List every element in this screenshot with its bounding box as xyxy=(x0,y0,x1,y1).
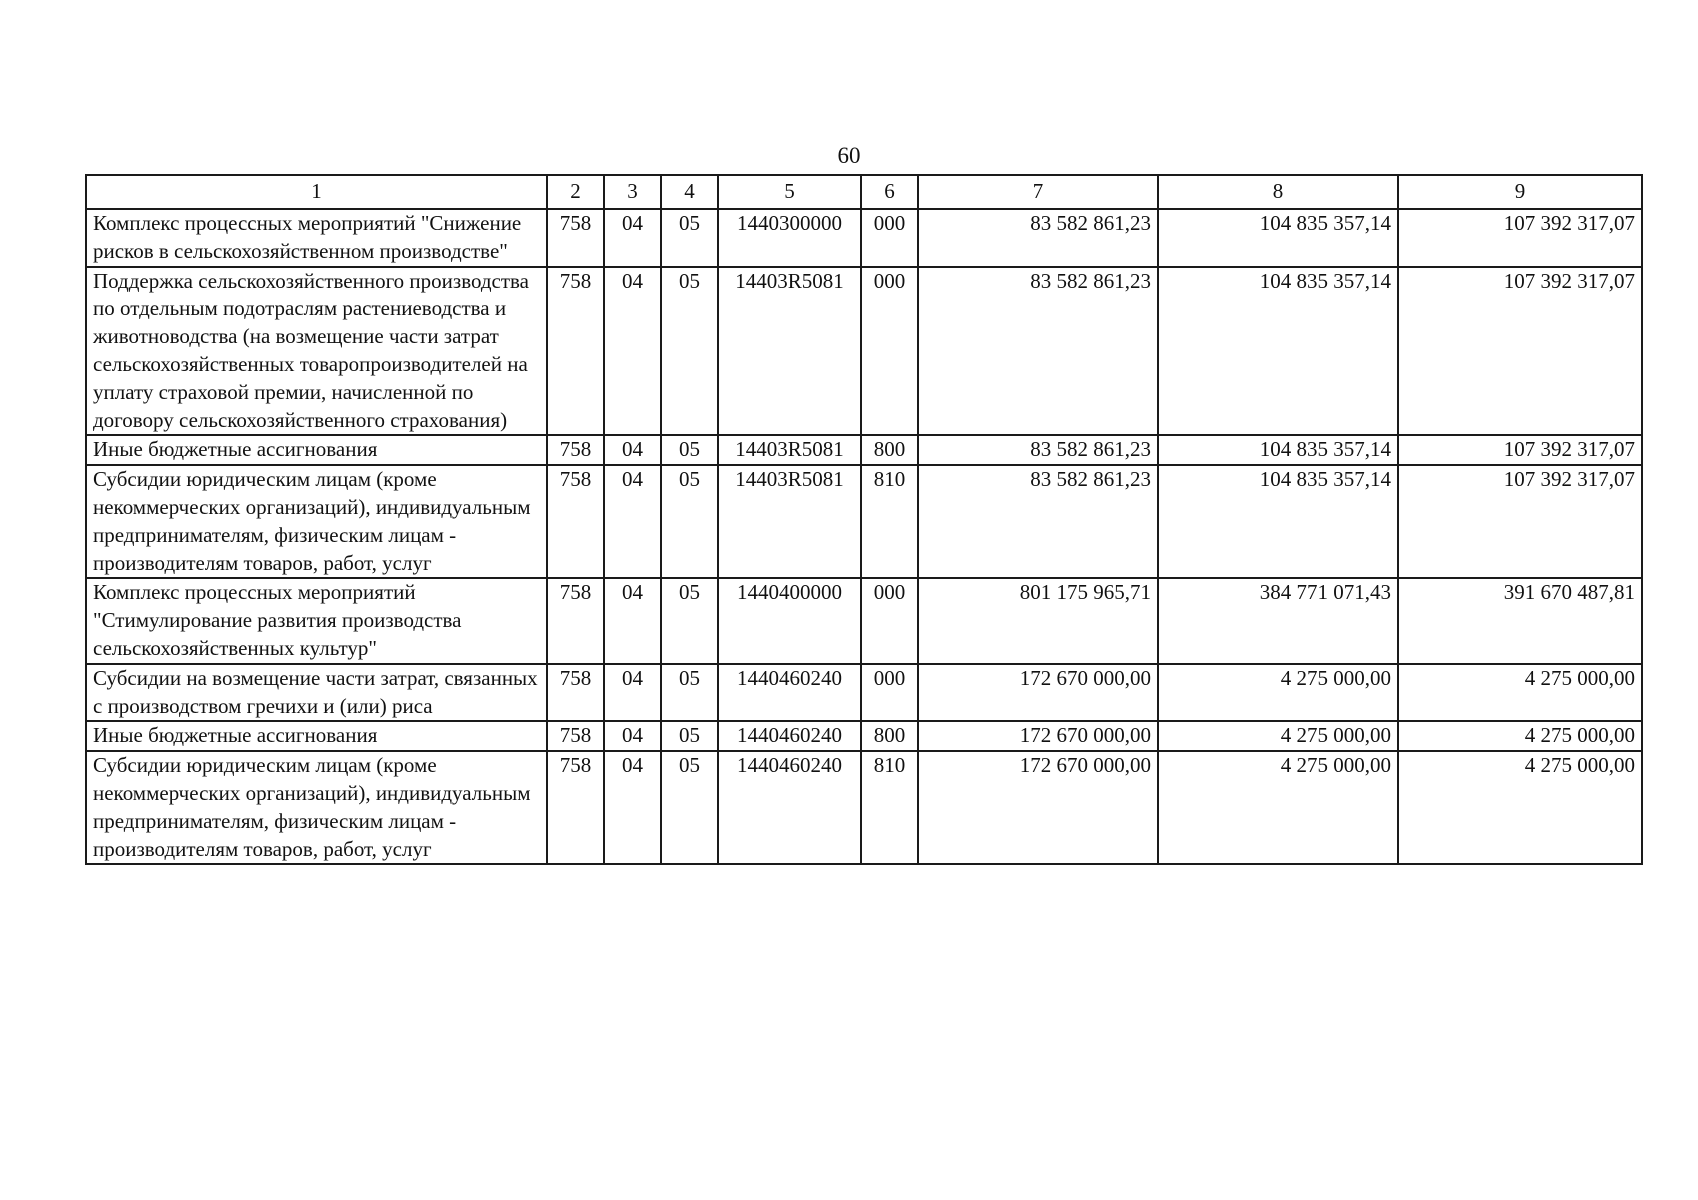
header-cell: 6 xyxy=(861,175,918,209)
row-code-5: 14403R5081 xyxy=(718,465,861,578)
table-row xyxy=(86,267,1642,436)
row-amount-8: 104 835 357,14 xyxy=(1158,465,1398,578)
row-code-6: 000 xyxy=(861,578,918,663)
row-code-6: 800 xyxy=(861,435,918,465)
row-code-3: 04 xyxy=(604,578,661,663)
row-code-4: 05 xyxy=(661,465,718,578)
row-code-4: 05 xyxy=(661,751,718,864)
row-code-2: 758 xyxy=(547,267,604,436)
row-code-3: 04 xyxy=(604,721,661,751)
header-cell: 7 xyxy=(918,175,1158,209)
row-code-2: 758 xyxy=(547,465,604,578)
row-name: Комплекс процессных мероприятий "Стимулирование развития производства сельскохозяйственных культур" xyxy=(86,578,547,663)
row-code-6: 000 xyxy=(861,267,918,436)
table-row xyxy=(86,721,1642,751)
row-code-4: 05 xyxy=(661,267,718,436)
row-code-2: 758 xyxy=(547,751,604,864)
row-code-6: 810 xyxy=(861,465,918,578)
row-code-5: 1440460240 xyxy=(718,664,861,722)
row-amount-7: 172 670 000,00 xyxy=(918,721,1158,751)
row-amount-9: 107 392 317,07 xyxy=(1398,435,1642,465)
row-code-3: 04 xyxy=(604,209,661,267)
row-amount-7: 83 582 861,23 xyxy=(918,267,1158,436)
header-cell: 4 xyxy=(661,175,718,209)
row-name: Субсидии юридическим лицам (кроме некоммерческих организаций), индивидуальным предпринимателям, физическим лицам - производителям товаров, работ, услуг xyxy=(86,751,547,864)
row-code-6: 800 xyxy=(861,721,918,751)
row-amount-9: 4 275 000,00 xyxy=(1398,664,1642,722)
row-code-3: 04 xyxy=(604,465,661,578)
row-amount-7: 83 582 861,23 xyxy=(918,209,1158,267)
row-code-4: 05 xyxy=(661,209,718,267)
row-code-2: 758 xyxy=(547,721,604,751)
row-amount-9: 107 392 317,07 xyxy=(1398,465,1642,578)
row-code-6: 810 xyxy=(861,751,918,864)
row-code-5: 1440300000 xyxy=(718,209,861,267)
row-code-3: 04 xyxy=(604,435,661,465)
row-name: Поддержка сельскохозяйственного производства по отдельным подотраслям растениеводства и животноводства (на возмещение части затрат сельскохозяйственных товаропроизводителей на уплату страховой премии, начисленной по договору сельскохозяйственного страхования) xyxy=(86,267,547,436)
row-code-4: 05 xyxy=(661,435,718,465)
row-name: Субсидии юридическим лицам (кроме некоммерческих организаций), индивидуальным предпринимателям, физическим лицам - производителям товаров, работ, услуг xyxy=(86,465,547,578)
row-amount-7: 83 582 861,23 xyxy=(918,435,1158,465)
row-amount-7: 172 670 000,00 xyxy=(918,664,1158,722)
row-amount-9: 4 275 000,00 xyxy=(1398,721,1642,751)
row-code-6: 000 xyxy=(861,664,918,722)
row-amount-8: 104 835 357,14 xyxy=(1158,435,1398,465)
row-name: Субсидии на возмещение части затрат, связанных с производством гречихи и (или) риса xyxy=(86,664,547,722)
row-amount-9: 107 392 317,07 xyxy=(1398,209,1642,267)
row-amount-9: 107 392 317,07 xyxy=(1398,267,1642,436)
row-code-3: 04 xyxy=(604,664,661,722)
row-amount-8: 4 275 000,00 xyxy=(1158,751,1398,864)
row-code-5: 1440400000 xyxy=(718,578,861,663)
row-code-5: 1440460240 xyxy=(718,721,861,751)
row-amount-8: 104 835 357,14 xyxy=(1158,209,1398,267)
row-name: Иные бюджетные ассигнования xyxy=(86,435,547,465)
header-cell: 2 xyxy=(547,175,604,209)
table-row xyxy=(86,209,1642,267)
row-code-3: 04 xyxy=(604,751,661,864)
row-name: Иные бюджетные ассигнования xyxy=(86,721,547,751)
row-code-4: 05 xyxy=(661,721,718,751)
row-amount-7: 801 175 965,71 xyxy=(918,578,1158,663)
row-code-5: 14403R5081 xyxy=(718,267,861,436)
table-row xyxy=(86,751,1642,864)
row-code-2: 758 xyxy=(547,209,604,267)
table-row xyxy=(86,664,1642,722)
row-code-2: 758 xyxy=(547,578,604,663)
page-number: 60 xyxy=(837,143,861,168)
row-amount-7: 83 582 861,23 xyxy=(918,465,1158,578)
row-code-4: 05 xyxy=(661,664,718,722)
column-number-header xyxy=(86,175,1642,209)
table-row xyxy=(86,465,1642,578)
row-code-5: 14403R5081 xyxy=(718,435,861,465)
row-amount-8: 4 275 000,00 xyxy=(1158,721,1398,751)
row-code-2: 758 xyxy=(547,435,604,465)
table-row xyxy=(86,435,1642,465)
row-code-6: 000 xyxy=(861,209,918,267)
row-amount-9: 391 670 487,81 xyxy=(1398,578,1642,663)
row-amount-8: 384 771 071,43 xyxy=(1158,578,1398,663)
row-code-2: 758 xyxy=(547,664,604,722)
row-amount-8: 104 835 357,14 xyxy=(1158,267,1398,436)
header-cell: 9 xyxy=(1398,175,1642,209)
table-row xyxy=(86,578,1642,663)
row-code-5: 1440460240 xyxy=(718,751,861,864)
row-amount-9: 4 275 000,00 xyxy=(1398,751,1642,864)
header-cell: 8 xyxy=(1158,175,1398,209)
header-cell: 1 xyxy=(86,175,547,209)
row-name: Комплекс процессных мероприятий "Снижение рисков в сельскохозяйственном производстве" xyxy=(86,209,547,267)
row-amount-7: 172 670 000,00 xyxy=(918,751,1158,864)
row-code-4: 05 xyxy=(661,578,718,663)
header-cell: 3 xyxy=(604,175,661,209)
row-amount-8: 4 275 000,00 xyxy=(1158,664,1398,722)
header-cell: 5 xyxy=(718,175,861,209)
budget-table xyxy=(85,174,1643,865)
row-code-3: 04 xyxy=(604,267,661,436)
